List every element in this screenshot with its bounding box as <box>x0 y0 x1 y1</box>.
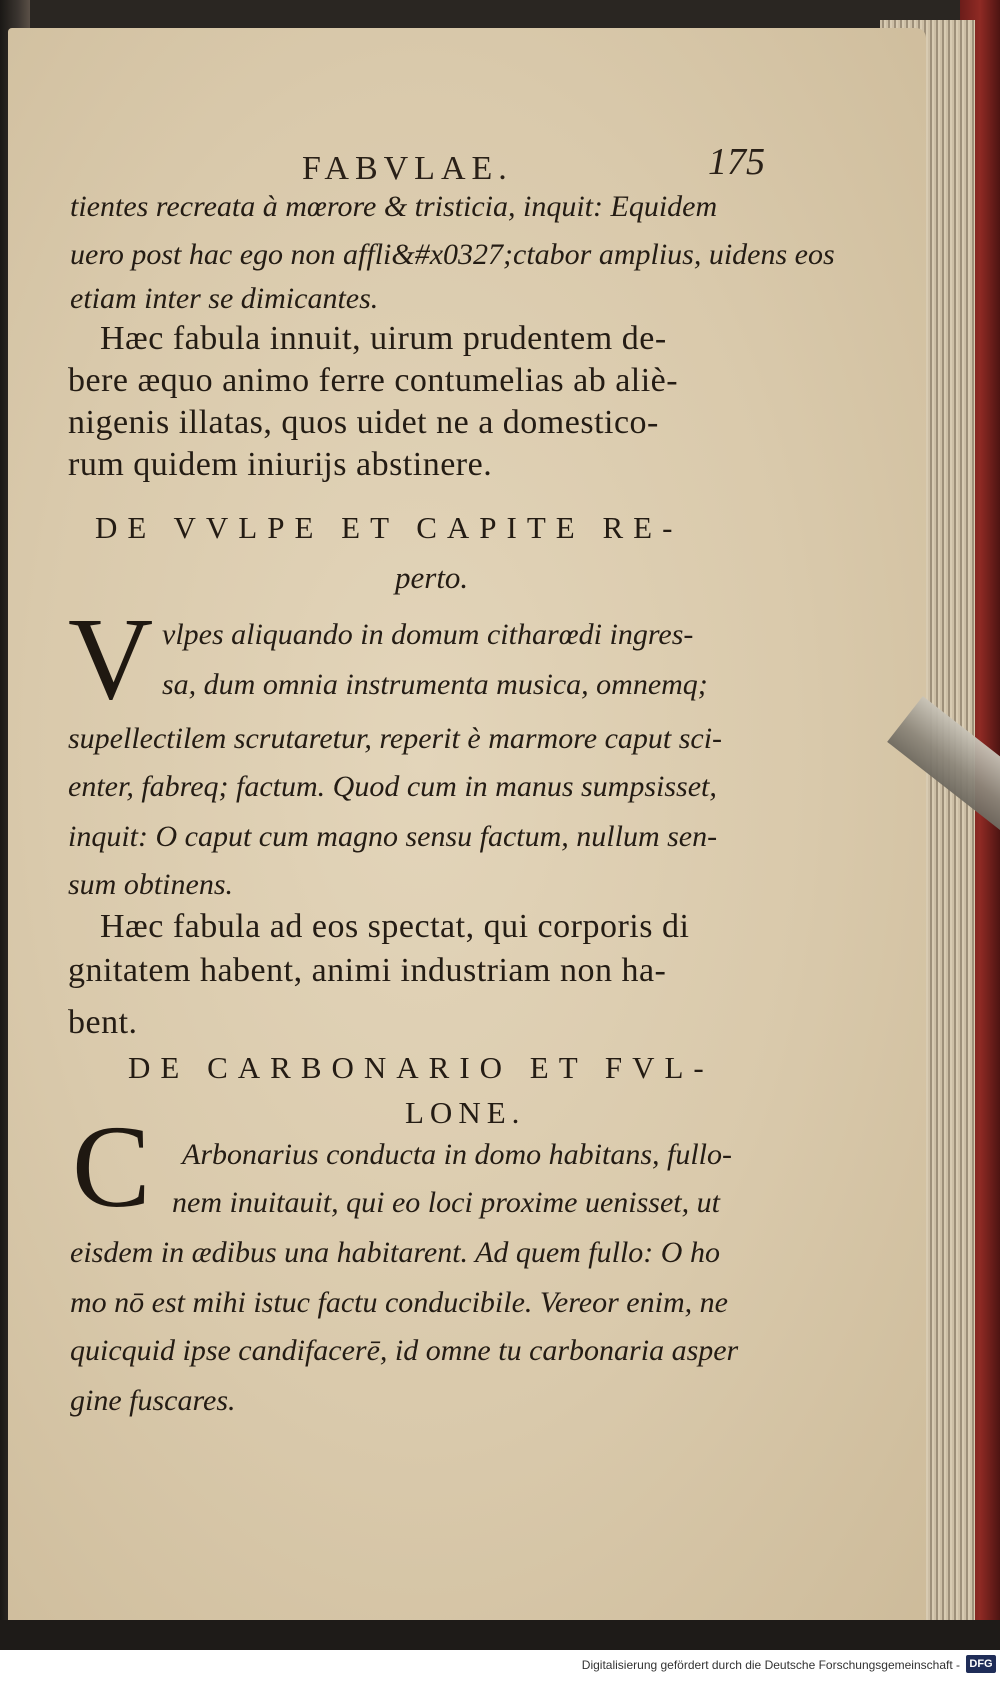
dfg-logo: DFG <box>966 1655 996 1673</box>
scan-bottom-shadow <box>0 1620 1000 1650</box>
text-line: etiam inter se dimicantes. <box>70 282 379 315</box>
text-line: Hæc fabula ad eos spectat, qui corporis di <box>100 908 690 945</box>
running-head: FABVLAE. <box>302 150 513 187</box>
page-number: 175 <box>708 141 765 183</box>
fable-title: LONE. <box>405 1095 526 1130</box>
fable-title: perto. <box>395 560 469 595</box>
text-line: uero post hac ego non affli&#x0327;ctabor amplius, uidens eos <box>70 238 835 271</box>
text-line: gine fuscares. <box>70 1384 236 1417</box>
text-line: eisdem in ædibus una habitarent. Ad quem fullo: O ho <box>70 1236 720 1269</box>
fable-title: DE VVLPE ET CAPITE RE- <box>95 510 683 545</box>
drop-cap: V <box>68 593 154 724</box>
text-line: sa, dum omnia instrumenta musica, omnemq; <box>162 668 708 701</box>
text-line: quicquid ipse candifacerē, id omne tu carbonaria asper <box>70 1334 739 1367</box>
text-line: vlpes aliquando in domum citharœdi ingres- <box>162 618 694 651</box>
text-line: enter, fabreq; factum. Quod cum in manus sumpsisset, <box>68 770 717 803</box>
text-line: mo nō est mihi istuc factu conducibile. Vereor enim, ne <box>70 1286 728 1319</box>
text-line: nem inuitauit, qui eo loci proxime uenisset, ut <box>172 1186 720 1219</box>
text-line: sum obtinens. <box>68 868 233 901</box>
digitization-footer <box>0 1650 1000 1682</box>
text-line: supellectilem scrutaretur, reperit è marmore caput sci- <box>68 722 723 755</box>
text-line: bent. <box>68 1004 138 1041</box>
text-line: bere æquo animo ferre contumelias ab aliè- <box>68 362 679 399</box>
text-line: tientes recreata à mœrore & tristicia, inquit: Equidem <box>70 190 718 223</box>
text-line: nigenis illatas, quos uidet ne a domestico- <box>68 404 659 441</box>
text-line: inquit: O caput cum magno sensu factum, nullum sen- <box>68 820 718 853</box>
text-line: gnitatem habent, animi industriam non ha- <box>68 952 667 989</box>
text-line: Arbonarius conducta in domo habitans, fullo- <box>182 1138 732 1171</box>
text-line: rum quidem iniurĳs abstinere. <box>68 446 493 483</box>
drop-cap: C <box>72 1101 151 1232</box>
fable-title: DE CARBONARIO ET FVL- <box>128 1050 714 1085</box>
text-line: Hæc fabula innuit, uirum prudentem de- <box>100 320 667 357</box>
funding-credit: Digitalisierung gefördert durch die Deutsche Forschungsgemeinschaft - <box>581 1658 960 1672</box>
